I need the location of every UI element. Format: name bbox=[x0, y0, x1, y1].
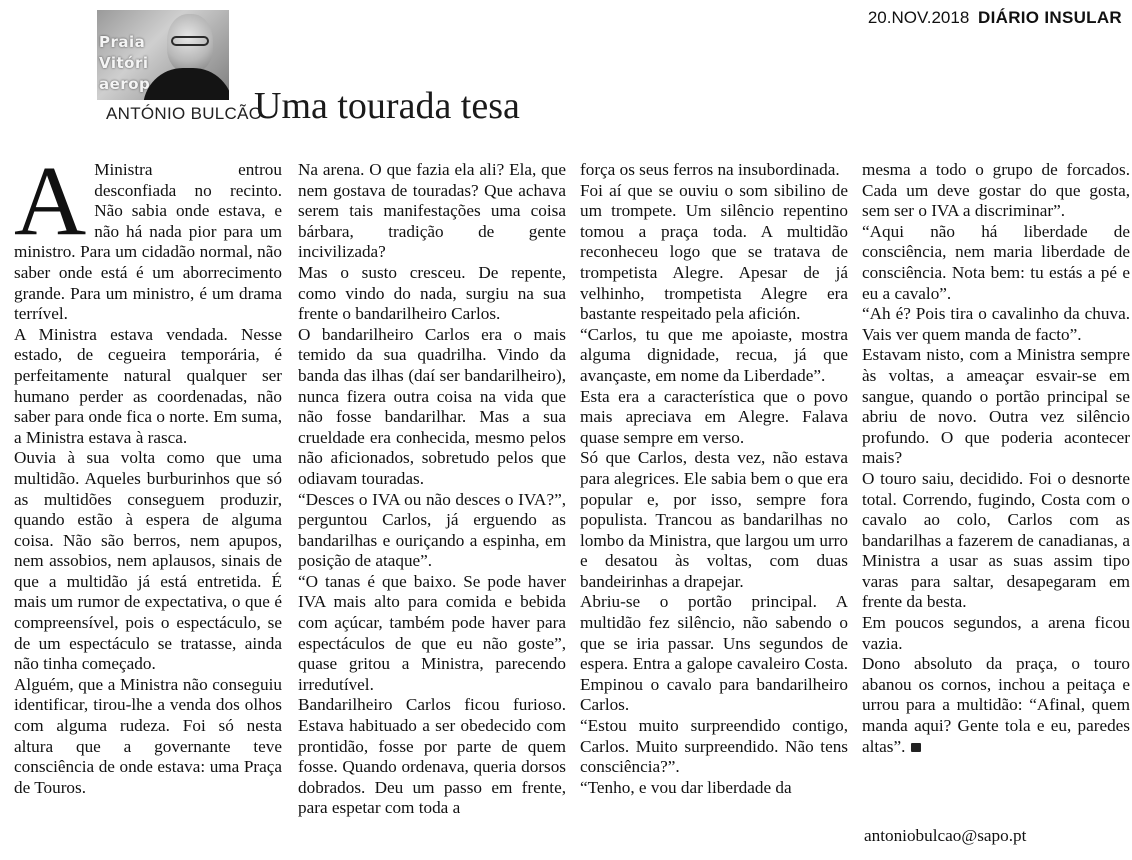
photo-sign-text: Praia Vitóri aerop bbox=[99, 33, 151, 93]
paragraph: “Tenho, e vou dar liberdade da bbox=[580, 777, 792, 797]
paragraph: Esta era a característica que o povo mais apreciava em Alegre. Falava quase sempre em verso. bbox=[580, 386, 848, 447]
paragraph: Ouvia à sua volta como que uma multidão. Aqueles burburinhos que só as multidões conseguem produzir, quando estão à espera de alguma coisa. Não são berros, nem apupos, nem assobios, nem aplausos, sinais de que a multidão já está entretida. É mais um rumor de expectativa, o que é compreensível, pois o espectáculo, se de um espectáculo se tratasse, ainda não tinha começado. bbox=[14, 448, 282, 674]
end-mark-icon bbox=[911, 743, 921, 752]
publication-name: DIÁRIO INSULAR bbox=[978, 8, 1122, 27]
paragraph: Em poucos segundos, a arena ficou vazia. bbox=[862, 613, 1130, 653]
issue-date: 20.NOV.2018 bbox=[867, 8, 970, 27]
paragraph bbox=[862, 654, 1130, 757]
closing-paragraph: Dono absoluto da praça, o touro abanou os cornos, inchou a peitaça e urrou para a multidão: “Afinal, quem manda aqui? Gente tola e eu, paredes altas”. bbox=[862, 654, 1130, 756]
paragraph: A Ministra estava vendada. Nesse estado, de cegueira temporária, é perfeitamente natural qualquer ser humano perder as coordenadas, não saber para onde fica o norte. Em suma, a Ministra estava à rasca. bbox=[14, 324, 282, 447]
paragraph: Estavam nisto, com a Ministra sempre às voltas, a ameaçar esvair-se em sangue, quando o portão principal se abriu de novo. Outra vez silêncio profundo. O que poderia acontecer mais? bbox=[862, 345, 1130, 468]
paragraph: “O tanas é que baixo. Se pode haver IVA mais alto para comida e bebida com açúcar, também pode haver para espectáculos de que eu não goste”, quase gritou a Ministra, parecendo irredutível. bbox=[298, 571, 566, 694]
photo-glasses bbox=[171, 36, 209, 46]
paragraph: “Estou muito surpreendido contigo, Carlos. Muito surpreendido. Não tens consciência?”. bbox=[580, 716, 848, 777]
paragraph: Bandarilheiro Carlos ficou furioso. Estava habituado a ser obedecido com prontidão, fosse por parte de quem fosse. Quando ordenava, queria dorsos dobrados. Deu um passo em frente, para espetar com toda a bbox=[298, 695, 566, 818]
paragraph: “Aqui não há liberdade de consciência, nem maria liberdade de consciência. Nota bem: tu estás a pé e eu a cavalo”. bbox=[862, 221, 1130, 303]
drop-cap: A bbox=[14, 145, 87, 256]
paragraph: Alguém, que a Ministra não conseguiu identificar, tirou-lhe a venda dos olhos com alguma rudeza. Foi só nesta altura que a governante teve consciência de onde estava: uma Praça de Touros. bbox=[14, 674, 282, 797]
paragraph: “Desces o IVA ou não desces o IVA?”, perguntou Carlos, já erguendo as bandarilhas e ouriçando a espinha, em posição de ataque”. bbox=[298, 489, 566, 571]
paragraph: “Ah é? Pois tira o cavalinho da chuva. Vais ver quem manda de facto”. bbox=[862, 304, 1130, 344]
paragraph: Ministra entrou desconfiada no recinto. Não sabia onde estava, e não há nada pior para um ministro. Para um cidadão normal, não saber onde está é um aborrecimento grande. Para um ministro, é um drama terrível. bbox=[14, 160, 282, 324]
photo-body bbox=[143, 68, 229, 100]
article-column-2 bbox=[298, 160, 566, 819]
paragraph: Foi aí que se ouviu o som sibilino de um trompete. Um silêncio repentino tomou a praça toda. A multidão reconheceu logo que se tratava de trompetista Alegre. Apesar de já velhinho, trompetista Alegre era bastante respeitado pela afición. bbox=[580, 180, 848, 324]
paragraph: O bandarilheiro Carlos era o mais temido da sua quadrilha. Vindo da banda das ilhas (daí ser bandarilheiro), nunca fizera outra coisa na vida que não fosse bandarilhar. Mas a sua crueldade era conhecida, mesmo pelos não aficionados, sobretudo pelos que odiavam touradas. bbox=[298, 324, 566, 488]
paragraph: mesma a todo o grupo de forcados. Cada um deve gostar do que gosta, sem ser o IVA a discriminar”. bbox=[862, 160, 1130, 221]
paragraph: Mas o susto cresceu. De repente, como vindo do nada, surgiu na sua frente o bandarilheiro Carlos. bbox=[298, 262, 566, 324]
article-column-4 bbox=[862, 160, 1130, 757]
paragraph: “Carlos, tu que me apoiaste, mostra alguma dignidade, recua, já que avançaste, em nome da Liberdade”. bbox=[580, 324, 848, 385]
paragraph: Só que Carlos, desta vez, não estava para alegrices. Ele sabia bem o que era popular e, por isso, sempre fora populista. Trancou as bandarilhas no lombo da Ministra, que largou um urro e desatou às voltas, com duas bandeirinhas a drapejar. bbox=[580, 448, 848, 591]
paragraph: Abriu-se o portão principal. A multidão fez silêncio, não sabendo o que se iria passar. Uns segundos de espera. Entra a galope cavaleiro Costa. Empinou o cavalo para bandarilheiro Carlos. bbox=[580, 592, 848, 715]
paragraph: O touro saiu, decidido. Foi o desnorte total. Correndo, fugindo, Costa com o cavalo ao colo, Carlos com as bandarilhas a fazerem de canadianas, a Ministra a usar as suas assim tipo varas para saltar, desapegaram em frente da besta. bbox=[862, 468, 1130, 612]
author-email: antoniobulcao@sapo.pt bbox=[864, 826, 1027, 845]
author-photo bbox=[97, 10, 229, 100]
masthead bbox=[868, 8, 1122, 28]
paragraph: Na arena. O que fazia ela ali? Ela, que nem gostava de touradas? Que achava serem tais manifestações uma coisa bárbara, tradição de gente incivilizada? bbox=[298, 160, 566, 262]
article-title: Uma tourada tesa bbox=[254, 85, 520, 127]
article-column-1 bbox=[14, 145, 282, 798]
author-name: ANTÓNIO BULCÃO bbox=[106, 104, 263, 123]
paragraph: força os seus ferros na insubordinada. bbox=[580, 160, 840, 179]
article-column-3 bbox=[580, 160, 848, 798]
